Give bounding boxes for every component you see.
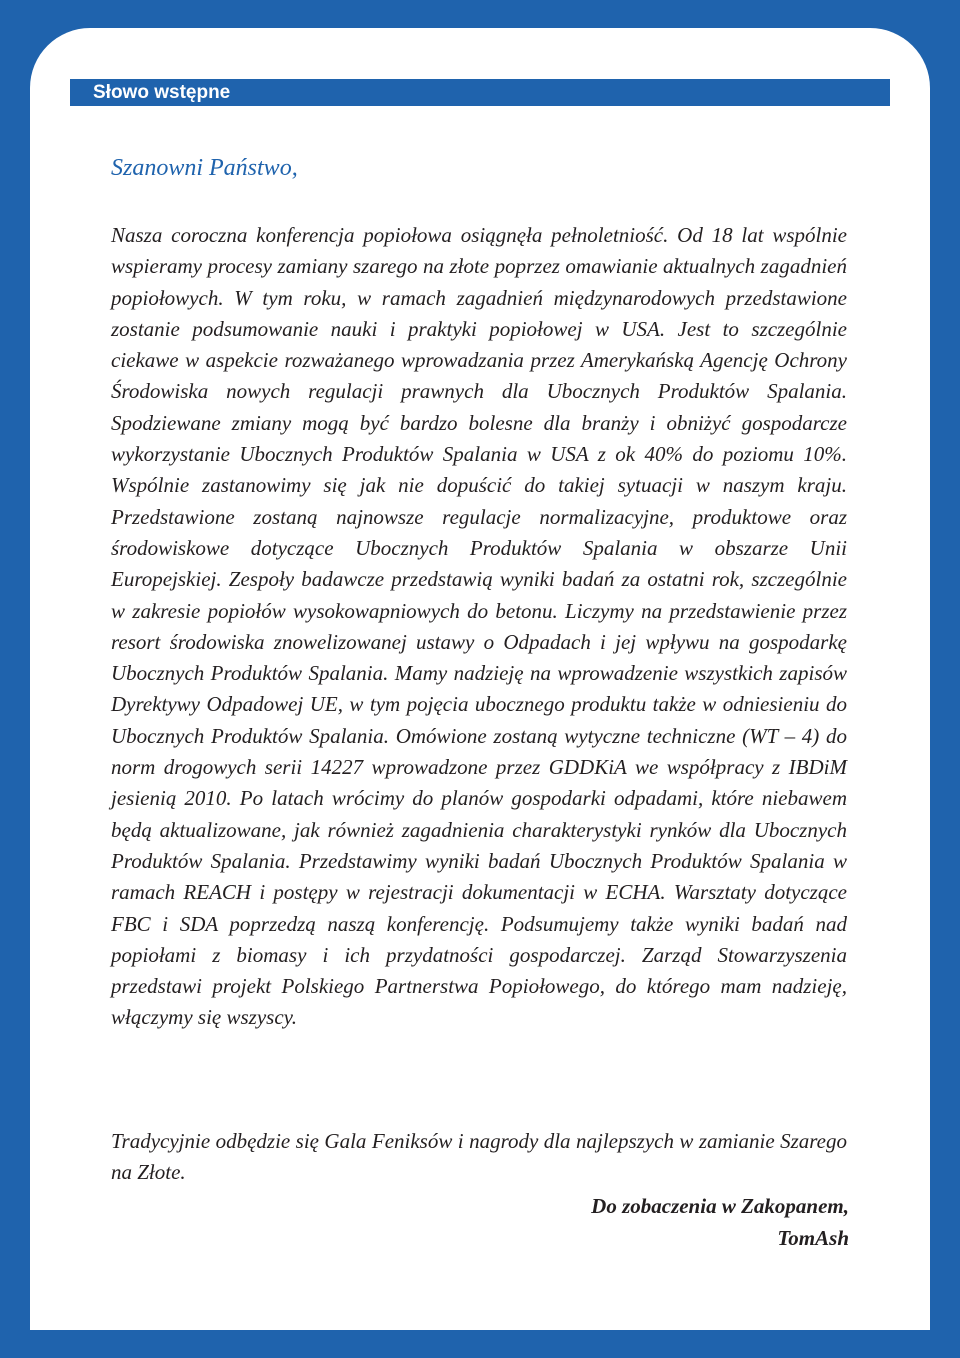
signoff-line: Do zobaczenia w Zakopanem, [591,1194,849,1218]
letter-salutation: Szanowni Państwo, [111,155,298,181]
section-title-bar: Słowo wstępne [70,79,890,106]
signature: TomAsh [777,1226,849,1250]
letter-main-paragraph: Nasza coroczna konferencja popiołowa osiągnęła pełnoletniość. Od 18 lat wspólnie wspieramy procesy zamiany szarego na złote poprzez omawianie aktualnych zagadnień popiołowych. W tym roku, w ramach zagadnień międzynarodowych przedstawione zostanie podsumowanie nauki i praktyki popiołowej w USA. Jest to szczególnie ciekawe w aspekcie rozważanego wprowadzania przez Amerykańską Agencję Ochrony Środowiska nowych regulacji prawnych dla Ubocznych Produktów Spalania. Spodziewane zmiany mogą być bardzo bolesne dla branży i obniżyć gospodarcze wykorzystanie Ubocznych Produktów Spalania w USA z ok 40% do poziomu 10%. Wspólnie zastanowimy się jak nie dopuścić do takiej sytuacji w naszym kraju. Przedstawione zostaną najnowsze regulacje normalizacyjne, produktowe oraz środowiskowe dotyczące Ubocznych Produktów Spalania w obszarze Unii Europejskiej. Zespoły badawcze przedstawią wyniki badań za ostatni rok, szczególnie w zakresie popiołów wysokowapniowych do betonu. Liczymy na przedstawienie przez resort środowiska znowelizowanej ustawy o Odpadach i jej wpływu na gospodarkę Ubocznych Produktów Spalania. Mamy nadzieję na wprowadzenie wszystkich zapisów Dyrektywy Odpadowej UE, w tym pojęcia ubocznego produktu także w odniesieniu do Ubocznych Produktów Spalania. Omówione zostaną wytyczne techniczne (WT – 4) do norm drogowych serii 14227 wprowadzone przez GDDKiA we współpracy z IBDiM jesienią 2010. Po latach wrócimy do planów gospodarki odpadami, które niebawem będą aktualizowane, jak również zagadnienia charakterystyki rynków dla Ubocznych Produktów Spalania. Przedstawimy wyniki badań Ubocznych Produktów Spalania w ramach REACH i postępy w rejestracji dokumentacji w ECHA. Warsztaty dotyczące FBC i SDA poprzedzą naszą konferencję. Podsumujemy także wyniki badań nad popiołami z biomasy i ich przydatności gospodarczej. Zarząd Stowarzyszenia przedstawi projekt Polskiego Partnerstwa Popiołowego, do którego mam nadzieję, włączymy się wszyscy. [111,223,847,1030]
page-panel [30,28,930,1330]
letter-closing-paragraph: Tradycyjnie odbędzie się Gala Feniksów i nagrody dla najlepszych w zamianie Szarego na Złote. [111,1129,847,1185]
letter-signoff [591,1190,849,1254]
